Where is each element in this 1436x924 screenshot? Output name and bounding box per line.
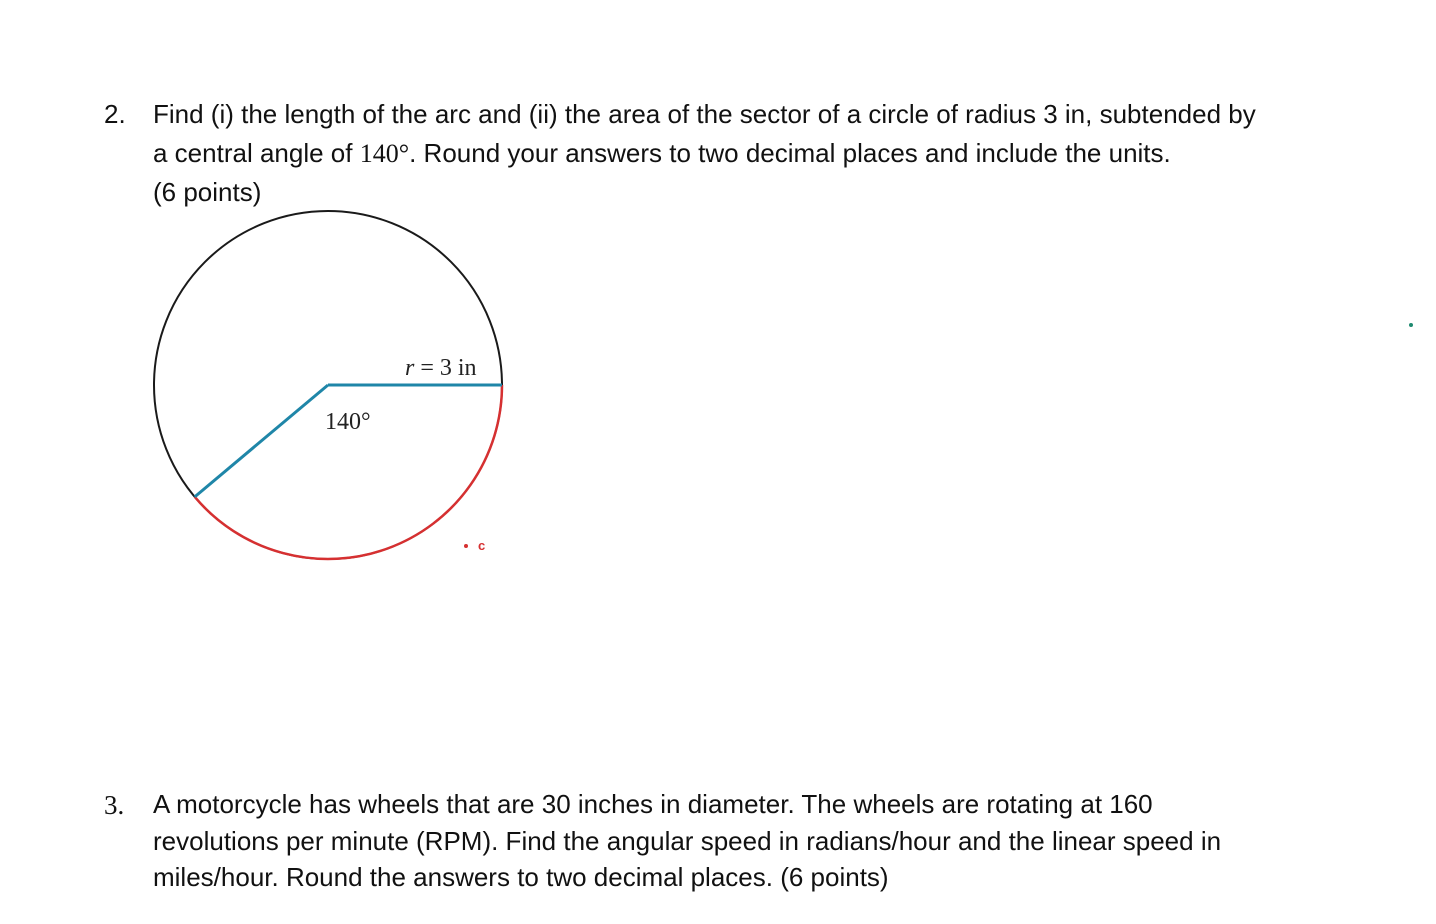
annotation-dot: [464, 544, 468, 548]
question-2-text: [153, 95, 1353, 212]
question-3-number: 3.: [104, 790, 125, 820]
question-3-line-3: miles/hour. Round the answers to two decimal places. (6 points): [153, 862, 889, 892]
sector-diagram: [140, 200, 520, 570]
radius-variable: r: [405, 355, 415, 381]
stray-mark: [1409, 323, 1413, 327]
question-2-line-2: [153, 134, 1353, 174]
radius-line-angled: [195, 385, 328, 497]
question-2-number: 2.: [104, 99, 126, 129]
question-2-angle-value: 140°: [359, 138, 410, 168]
radius-label: [405, 355, 477, 381]
question-3-line-1: A motorcycle has wheels that are 30 inches in diameter. The wheels are rotating at 160: [153, 789, 1153, 819]
annotation-mark: c: [478, 538, 486, 553]
question-2-points: (6 points): [153, 177, 262, 207]
question-2-line-2-after: . Round your answers to two decimal places and include the units.: [409, 137, 1171, 168]
question-2-line-1: Find (i) the length of the arc and (ii) the area of the sector of a circle of radius 3 in, subtended by: [153, 99, 1256, 129]
angle-label: 140°: [325, 409, 371, 435]
question-3-line-2: revolutions per minute (RPM). Find the angular speed in radians/hour and the linear speed in: [153, 825, 1222, 856]
question-3-text: [153, 786, 1353, 896]
question-2-line-2-before: a central angle of: [153, 137, 360, 168]
radius-value-text: = 3 in: [414, 355, 477, 381]
